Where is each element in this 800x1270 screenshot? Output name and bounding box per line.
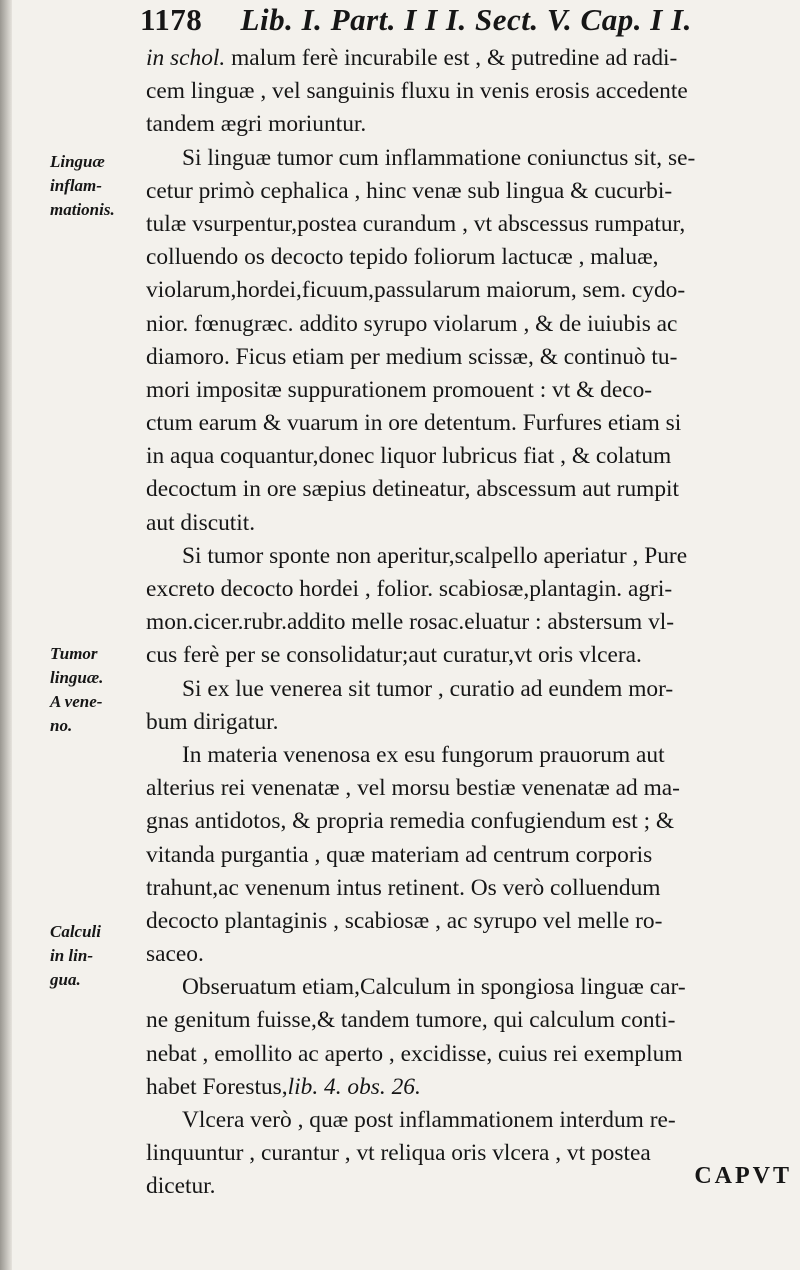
text-line [146, 341, 794, 374]
margin-note-line: Calculi [50, 922, 102, 941]
line-text: vitanda purgantia , quæ materiam ad centrum corporis [146, 841, 653, 868]
margin-note-tumor-linguae [50, 642, 140, 738]
margin-note-line: linguæ. [50, 668, 104, 687]
line-text: ctum earum & vuarum in ore detentum. Furfures etiam si [146, 410, 682, 437]
paragraph [146, 971, 794, 1104]
paragraph [146, 673, 794, 739]
line-text: Obseruatum etiam,Calculum in spongiosa linguæ car- [182, 974, 686, 1001]
italic-reference: in schol. [146, 45, 226, 71]
text-line [146, 108, 794, 141]
text-line [146, 839, 794, 872]
margin-note-line: mationis. [50, 200, 115, 219]
margin-note-line: in lin- [50, 946, 93, 965]
line-text: Si linguæ tumor cum inflammatione coniunctus sit, se- [182, 144, 696, 171]
text-line [146, 673, 794, 706]
line-text: mori impositæ suppurationem promouent : vt & deco- [146, 376, 653, 403]
line-text: gnas antidotos, & propria remedia confugiendum est ; & [146, 808, 675, 835]
text-line [146, 407, 794, 440]
margin-note-line: gua. [50, 970, 81, 989]
margin-note-line: Linguæ [50, 152, 105, 171]
margin-note-line: no. [50, 716, 73, 735]
text-line [146, 772, 794, 805]
line-text: bum dirigatur. [146, 708, 279, 735]
text-line [146, 1004, 794, 1037]
line-text: in aqua coquantur,donec liquor lubricus fiat , & colatum [146, 443, 672, 470]
text-line [146, 1071, 794, 1104]
text-line [146, 374, 794, 407]
line-text: decoctum in ore sæpius detineatur, abscessum aut rumpit [146, 476, 680, 503]
line-text: decocto plantaginis , scabiosæ , ac syrupo vel melle ro- [146, 907, 663, 934]
text-line [146, 905, 794, 938]
text-line [146, 440, 794, 473]
text-line [146, 208, 794, 241]
margin-note-line: inflam- [50, 176, 102, 195]
line-text: nior. fœnugræc. addito syrupo violarum , & de iuiubis ac [146, 310, 678, 337]
paragraph [146, 739, 794, 971]
line-text: cem linguæ , vel sanguinis fluxu in venis erosis accedente [146, 78, 688, 105]
main-text-column [146, 42, 794, 1204]
running-header [140, 0, 800, 40]
text-line [146, 175, 794, 208]
line-text: nebat , emollito ac aperto , excidisse, cuius rei exemplum [146, 1040, 683, 1067]
text-line [146, 573, 794, 606]
italic-citation: lib. 4. obs. 26. [287, 1073, 421, 1100]
line-text: linquuntur , curantur , vt reliqua oris vlcera , vt postea [146, 1140, 651, 1167]
paragraph [146, 540, 794, 673]
line-text: malum ferè incurabile est , & putredine ad radi- [225, 45, 678, 71]
margin-note-lingua-inflammationis [50, 150, 140, 222]
line-text: tulæ vsurpentur,postea curandum , vt abscessus rumpatur, [146, 210, 686, 237]
line-text: Vlcera verò , quæ post inflammationem interdum re- [182, 1107, 676, 1133]
text-line [146, 1038, 794, 1071]
line-text: excreto decocto hordei , folior. scabiosæ,plantagin. agri- [146, 576, 673, 602]
line-text: Si tumor sponte non aperitur,scalpello aperiatur , Pure [182, 542, 688, 569]
text-line [146, 142, 794, 175]
line-text: saceo. [146, 941, 204, 968]
text-line [146, 706, 794, 739]
line-text: tandem ægri moriuntur. [146, 111, 367, 138]
text-line [146, 42, 794, 75]
line-text: ne genitum fuisse,& tandem tumore, qui calculum conti- [146, 1007, 676, 1034]
line-text: habet Forestus, [146, 1073, 288, 1100]
line-text: cetur primò cephalica , hinc venæ sub lingua & cucurbi- [146, 177, 673, 204]
text-line [146, 540, 794, 573]
text-line [146, 473, 794, 506]
text-line [146, 938, 794, 971]
catchword: CAPVT [694, 1163, 792, 1189]
paragraph [146, 142, 794, 540]
margin-note-line: Tumor [50, 644, 98, 663]
text-line [146, 639, 794, 672]
text-line [146, 507, 794, 540]
line-text: Si ex lue venerea sit tumor , curatio ad eundem mor- [182, 675, 674, 702]
line-text: trahunt,ac venenum intus retinent. Os verò colluendum [146, 874, 661, 901]
line-text: mon.cicer.rubr.addito melle rosac.eluatur : abstersum vl- [146, 609, 675, 636]
text-line [146, 606, 794, 639]
text-line [146, 241, 794, 274]
line-text: aut discutit. [146, 509, 256, 536]
text-line [146, 971, 794, 1004]
running-title: Lib. I. Part. I I I. Sect. V. Cap. I I. [240, 2, 692, 37]
text-line [146, 872, 794, 905]
text-line [146, 75, 794, 108]
text-line [146, 739, 794, 772]
line-text: colluendo os decocto tepido foliorum lactucæ , maluæ, [146, 244, 659, 271]
line-text: violarum,hordei,ficuum,passularum maiorum, sem. cydo- [146, 277, 686, 304]
text-line [146, 1104, 794, 1137]
page-number: 1178 [140, 2, 203, 37]
text-line [146, 308, 794, 341]
margin-note-calculi-in-lingua [50, 920, 140, 992]
text-line [146, 805, 794, 838]
line-text: cus ferè per se consolidatur;aut curatur,vt oris vlcera. [146, 642, 642, 669]
line-text: In materia venenosa ex esu fungorum prauorum aut [182, 741, 665, 768]
margin-note-line: A vene- [50, 692, 103, 711]
paragraph [146, 42, 794, 142]
line-text: dicetur. [146, 1173, 216, 1200]
page-edge-shadow [0, 0, 12, 1270]
line-text: diamoro. Ficus etiam per medium scissæ, & continuò tu- [146, 343, 678, 370]
text-line [146, 274, 794, 307]
line-text: alterius rei venenatæ , vel morsu bestiæ venenatæ ad ma- [146, 775, 680, 802]
